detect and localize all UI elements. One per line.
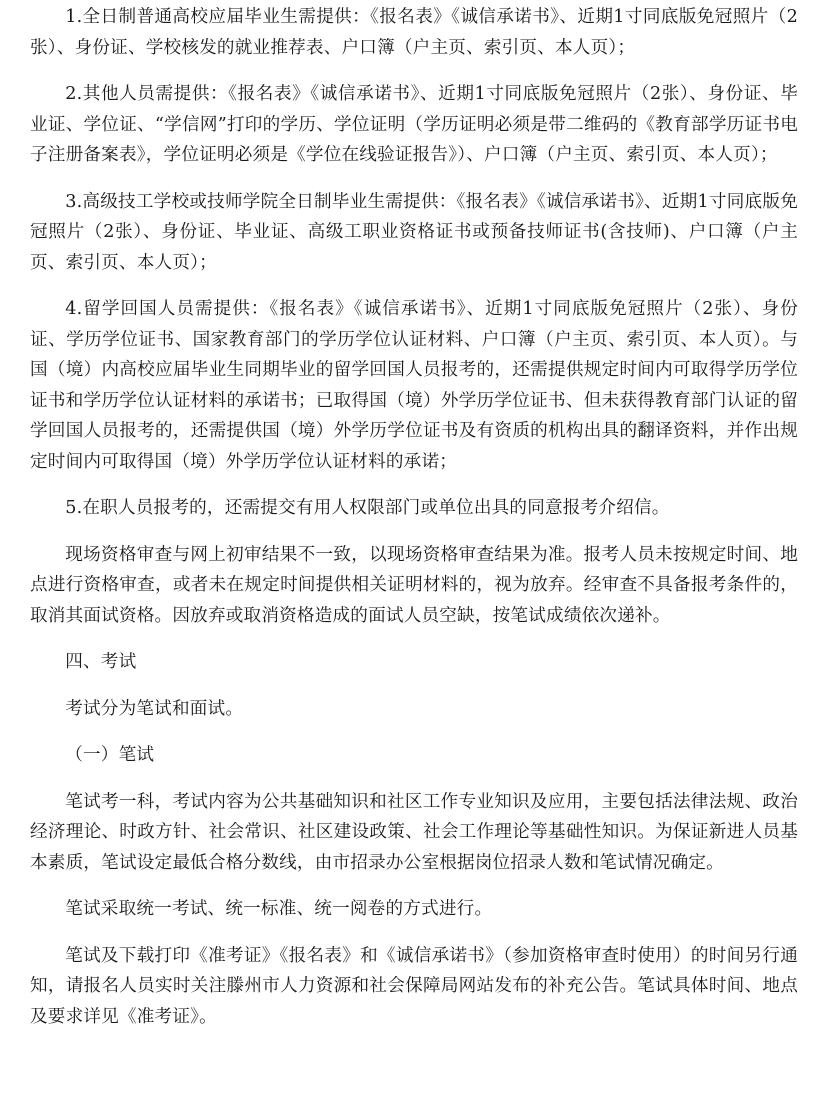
paragraph-gap bbox=[30, 678, 798, 694]
paragraph-gap bbox=[30, 925, 798, 941]
paragraph-item-2: 2.其他人员需提供：《报名表》《诚信承诺书》、近期1寸同底版免冠照片（2张）、身份证、毕业证、学位证、“学信网”打印的学历、学位证明（学历证明必须是带二维码的《教育部学历证书电子注册备案表》，学位证明必须是《学位在线验证报告》）、户口簿（户主页、索引页、本人页）； bbox=[30, 84, 798, 165]
paragraph-written-content: 笔试考一科，考试内容为公共基础知识和社区工作专业知识及应用，主要包括法律法规、政治经济理论、时政方针、社会常识、社区建设政策、社会工作理论等基础性知识。为保证新进人员基本素质，笔试设定最低合格分数线，由市招录办公室根据岗位招录人数和笔试情况确定。 bbox=[30, 791, 798, 873]
paragraph-exam-intro: 考试分为笔试和面试。 bbox=[65, 698, 244, 719]
section-heading-exam: 四、考试 bbox=[65, 652, 137, 672]
paragraph-gap bbox=[30, 878, 798, 894]
paragraph-gap bbox=[30, 724, 798, 740]
paragraph-admission-ticket: 笔试及下载打印《准考证》《报名表》和《诚信承诺书》（参加资格审查时使用）的时间另行通知，请报名人员实时关注滕州市人力资源和社会保障局网站发布的补充公告。笔试具体时间、地点及要求详见《准考证》。 bbox=[30, 945, 798, 1027]
paragraph-item-5: 5.在职人员报考的，还需提交有用人权限部门或单位出具的同意报考介绍信。 bbox=[65, 498, 670, 518]
paragraph-gap bbox=[30, 278, 798, 294]
paragraph-gap bbox=[30, 477, 798, 493]
subsection-heading-written: （一）笔试 bbox=[65, 745, 155, 765]
paragraph-gap bbox=[30, 771, 798, 787]
paragraph-item-3: 3.高级技工学校或技师学院全日制毕业生需提供：《报名表》《诚信承诺书》、近期1寸同底版免冠照片（2张）、身份证、毕业证、高级工职业资格证书或预备技师证书(含技师)、户口簿（户主页、索引页、本人页）； bbox=[30, 191, 798, 273]
paragraph-gap bbox=[30, 524, 798, 540]
paragraph-review-note: 现场资格审查与网上初审结果不一致，以现场资格审查结果为准。报考人员未按规定时间、地点进行资格审查，或者未在规定时间提供相关证明材料的，视为放弃。经审查不具备报考条件的，取消其面试资格。因放弃或取消资格造成的面试人员空缺，按笔试成绩依次递补。 bbox=[30, 544, 798, 626]
paragraph-gap bbox=[30, 63, 798, 79]
paragraph-gap bbox=[30, 631, 798, 647]
paragraph-item-4: 4.留学回国人员需提供：《报名表》《诚信承诺书》、近期1寸同底版免冠照片（2张）、身份证、学历学位证书、国家教育部门的学历学位认证材料、户口簿（户主页、索引页、本人页）。与国（境）内高校应届毕业生同期毕业的留学回国人员报考的，还需提供规定时间内可取得学历学位证书和学历学位认证材料的承诺书；已取得国（境）外学历学位证书、但未获得教育部门认证的留学回国人员报考的，还需提供国（境）外学历学位证书及有资质的机构出具的翻译资料，并作出规定时间内可取得国（境）外学历学位认证材料的承诺； bbox=[30, 299, 798, 472]
paragraph-gap bbox=[30, 171, 798, 187]
paragraph-written-method: 笔试采取统一考试、统一标准、统一阅卷的方式进行。 bbox=[65, 899, 493, 919]
paragraph-item-1: 1.全日制普通高校应届毕业生需提供：《报名表》《诚信承诺书》、近期1寸同底版免冠照片（2张）、身份证、学校核发的就业推荐表、户口簿（户主页、索引页、本人页）； bbox=[30, 7, 798, 58]
